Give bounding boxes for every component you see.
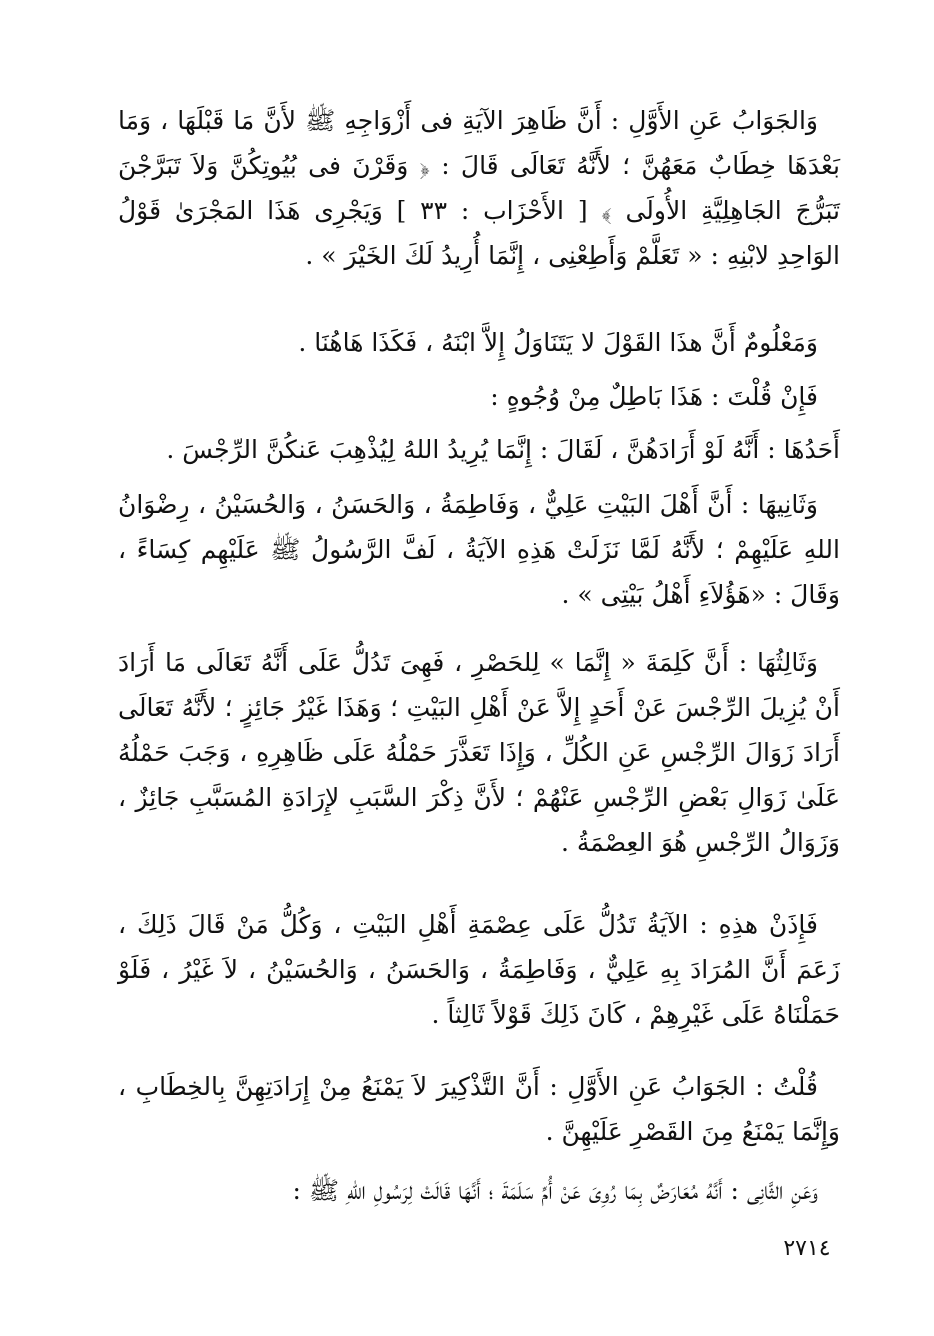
paragraph-objection: فَإِنْ قُلْتَ : هَذَا بَاطِلٌ مِنْ وُجُوهٍ :	[490, 382, 818, 411]
paragraph-answer-first: وَالجَوَابُ عَنِ الأَوَّلِ : أَنَّ ظَاهِرَ الآيَةِ فى أَزْوَاجِهِ ﷺ لأَنَّ مَا قَبْلَهَا ، وَمَا بَعْدَهَا خِطَابٌ مَعَهُنَّ ؛ لأَنَّهُ تَعَالَى قَالَ : ﴿ وَقَرْنَ فى بُيُوتِكُنَّ وَلاَ تَبَرَّجْنَ تَبَرُّجَ الجَاهِلِيَّةِ الأُولَى ﴾ [ الأَحْزَاب : ٣٣ ] وَيَجْرِى هَذَا المَجْرَىٰ قَوْلُ الوَاحِدِ لابْنِهِ : « تَعَلَّمْ وَأَطِعْنِى ، إِنَّمَا أُرِيدُ لَكَ الخَيْرَ » .	[118, 106, 840, 270]
paragraph-second-reply: وَعَنِ الثَّانِى : أَنَّهُ مُعَارَضٌ بِمَا رُوِىَ عَنْ أُمِّ سَلَمَةَ ؛ أَنَّهَا قَالَتْ لِرَسُولِ اللهِ ﷺ :	[292, 1176, 818, 1205]
paragraph-conclusion: فَإِذَنْ هذِهِ : الآيَةُ تَدُلُّ عَلَى عِصْمَةِ أَهْلِ البَيْتِ ، وَكُلُّ مَنْ قَالَ ذَلِكَ ، زَعَمَ أَنَّ المُرَادَ بِهِ عَلِيٌّ ، وَفَاطِمَةُ ، وَالحَسَنُ ، وَالحُسَيْنُ ، لاَ غَيْرُ ، فَلَوْ حَمَلْنَاهُ عَلَى غَيْرِهِمْ ، كَانَ ذَلِكَ قَوْلاً ثَالِثاً .	[118, 910, 840, 1029]
paragraph-first-point: أَحَدُهَا : أَنَّهُ لَوْ أَرَادَهُنَّ ، لَقَالَ : إِنَّمَا يُرِيدُ اللهُ لِيُذْهِبَ عَنكُنَّ الرِّجْسَ .	[166, 435, 840, 464]
paragraph-second-point: وَثَانِيهَا : أَنَّ أَهْلَ البَيْتِ عَلِيٌّ ، وَفَاطِمَةُ ، وَالحَسَنُ ، وَالحُسَيْنُ ، رِضْوَانُ اللهِ عَلَيْهِمْ ؛ لأَنَّهُ لَمَّا نَزَلَتْ هَذِهِ الآيَةُ ، لَفَّ الرَّسُولُ ﷺ عَلَيْهِم كِسَاءً ، وَقَالَ : «هَؤُلاَءِ أَهْلُ بَيْتِى » .	[118, 490, 840, 609]
paragraph-known-statement: وَمَعْلُومٌ أَنَّ هذَا القَوْلَ لا يَتَنَاوَلُ إِلاَّ ابْنَهُ ، فَكَذَا هَاهُنَا .	[298, 328, 818, 357]
page-number: ٢٧١٤	[783, 1236, 831, 1261]
paragraph-reply: قُلْتُ : الجَوَابُ عَنِ الأَوَّلِ : أَنَّ التَّذْكِيرَ لاَ يَمْنَعُ مِنْ إِرَادَتِهِنَّ بِالخِطَابِ ، وَإِنَّمَا يَمْنَعُ مِنَ القَصْرِ عَلَيْهِنَّ .	[118, 1072, 840, 1146]
paragraph-third-point: وَثَالِثُهَا : أَنَّ كَلِمَةَ « إِنَّمَا » لِلحَصْرِ ، فَهِىَ تَدُلُّ عَلَى أَنَّهُ تَعَالَى مَا أَرَادَ أَنْ يُزِيلَ الرِّجْسَ عَنْ أَحَدٍ إِلاَّ عَنْ أَهْلِ البَيْتِ ؛ وَهَذَا غَيْرُ جَائِزٍ ؛ لأَنَّهُ تَعَالَى أَرَادَ زَوَالَ الرِّجْسِ عَنِ الكُلِّ ، وَإِذَا تَعَذَّرَ حَمْلُهُ عَلَى ظَاهِرِهِ ، وَجَبَ حَمْلُهُ عَلَىٰ زَوَالِ بَعْضِ الرِّجْسِ عَنْهُمْ ؛ لأَنَّ ذِكْرَ السَّبَبِ لإِرَادَةِ المُسَبَّبِ جَائِزٌ ، وَزَوَالُ الرِّجْسِ هُوَ العِصْمَةُ .	[118, 648, 840, 857]
